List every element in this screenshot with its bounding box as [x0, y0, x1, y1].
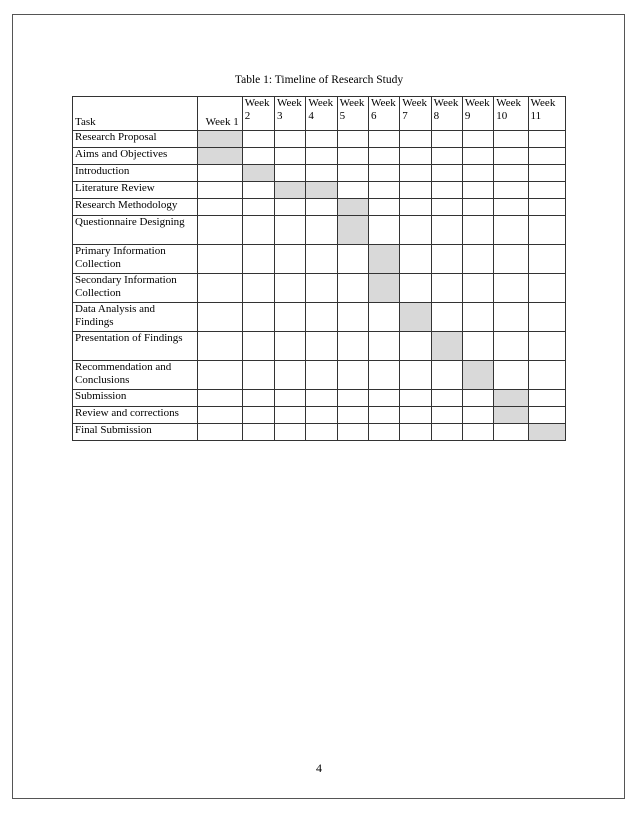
week-6-cell: [368, 148, 399, 165]
week-11-cell: [528, 131, 565, 148]
week-1-cell: [198, 424, 242, 441]
week-2-cell: [242, 424, 274, 441]
week-1-cell: [198, 361, 242, 390]
task-cell: Questionnaire Designing: [73, 216, 198, 245]
week-6-cell: [368, 182, 399, 199]
week-6-cell: [368, 274, 399, 303]
week-8-cell: [431, 303, 462, 332]
week-6-cell: [368, 216, 399, 245]
week-9-cell: [462, 131, 493, 148]
week-7-cell: [400, 407, 431, 424]
week-3-cell: [275, 148, 306, 165]
week-9-cell: [462, 182, 493, 199]
week-10-cell: [494, 332, 528, 361]
week-11-cell: [528, 274, 565, 303]
week-2-cell: [242, 407, 274, 424]
week-5-cell: [337, 390, 368, 407]
week-11-cell: [528, 390, 565, 407]
table-row: [73, 424, 566, 441]
week-9-cell: [462, 332, 493, 361]
header-week-2: Week 2: [242, 97, 274, 131]
week-11-cell: [528, 182, 565, 199]
week-9-cell: [462, 361, 493, 390]
table-caption: Table 1: Timeline of Research Study: [234, 74, 404, 86]
week-9-cell: [462, 199, 493, 216]
week-4-cell: [306, 303, 337, 332]
week-7-cell: [400, 148, 431, 165]
week-10-cell: [494, 216, 528, 245]
week-9-cell: [462, 165, 493, 182]
week-6-cell: [368, 303, 399, 332]
week-11-cell: [528, 424, 565, 441]
week-8-cell: [431, 165, 462, 182]
week-9-cell: [462, 407, 493, 424]
week-5-cell: [337, 332, 368, 361]
week-3-cell: [275, 332, 306, 361]
header-week-1: Week 1: [198, 97, 242, 131]
week-9-cell: [462, 424, 493, 441]
table-row: [73, 165, 566, 182]
week-10-cell: [494, 245, 528, 274]
week-1-cell: [198, 182, 242, 199]
header-week-6: Week 6: [368, 97, 399, 131]
week-1-cell: [198, 148, 242, 165]
week-7-cell: [400, 245, 431, 274]
week-4-cell: [306, 424, 337, 441]
task-cell: Literature Review: [73, 182, 198, 199]
week-3-cell: [275, 216, 306, 245]
table-row: [73, 216, 566, 245]
header-week-5: Week 5: [337, 97, 368, 131]
week-4-cell: [306, 199, 337, 216]
week-9-cell: [462, 274, 493, 303]
week-3-cell: [275, 131, 306, 148]
week-7-cell: [400, 303, 431, 332]
week-2-cell: [242, 131, 274, 148]
week-8-cell: [431, 274, 462, 303]
week-3-cell: [275, 245, 306, 274]
week-1-cell: [198, 245, 242, 274]
week-8-cell: [431, 332, 462, 361]
header-week-8: Week 8: [431, 97, 462, 131]
week-6-cell: [368, 424, 399, 441]
week-7-cell: [400, 274, 431, 303]
week-9-cell: [462, 390, 493, 407]
week-5-cell: [337, 424, 368, 441]
week-4-cell: [306, 165, 337, 182]
task-cell: Final Submission: [73, 424, 198, 441]
table-row: [73, 332, 566, 361]
week-10-cell: [494, 148, 528, 165]
week-1-cell: [198, 216, 242, 245]
week-7-cell: [400, 361, 431, 390]
week-5-cell: [337, 182, 368, 199]
task-cell: Research Proposal: [73, 131, 198, 148]
week-6-cell: [368, 390, 399, 407]
week-9-cell: [462, 216, 493, 245]
week-8-cell: [431, 148, 462, 165]
header-week-3: Week 3: [275, 97, 306, 131]
week-6-cell: [368, 199, 399, 216]
week-7-cell: [400, 332, 431, 361]
week-8-cell: [431, 407, 462, 424]
week-8-cell: [431, 361, 462, 390]
week-6-cell: [368, 131, 399, 148]
table-row: [73, 361, 566, 390]
week-7-cell: [400, 165, 431, 182]
week-11-cell: [528, 216, 565, 245]
week-10-cell: [494, 361, 528, 390]
week-3-cell: [275, 199, 306, 216]
week-1-cell: [198, 407, 242, 424]
week-5-cell: [337, 245, 368, 274]
week-2-cell: [242, 390, 274, 407]
week-3-cell: [275, 361, 306, 390]
week-7-cell: [400, 131, 431, 148]
week-3-cell: [275, 274, 306, 303]
week-10-cell: [494, 407, 528, 424]
task-cell: Data Analysis and Findings: [73, 303, 198, 332]
week-4-cell: [306, 332, 337, 361]
week-5-cell: [337, 303, 368, 332]
week-5-cell: [337, 407, 368, 424]
week-6-cell: [368, 165, 399, 182]
week-2-cell: [242, 274, 274, 303]
week-2-cell: [242, 332, 274, 361]
table-row: [73, 274, 566, 303]
week-1-cell: [198, 165, 242, 182]
header-week-9: Week 9: [462, 97, 493, 131]
week-2-cell: [242, 361, 274, 390]
week-4-cell: [306, 148, 337, 165]
week-8-cell: [431, 182, 462, 199]
task-cell: Aims and Objectives: [73, 148, 198, 165]
week-2-cell: [242, 182, 274, 199]
task-cell: Submission: [73, 390, 198, 407]
week-10-cell: [494, 182, 528, 199]
week-6-cell: [368, 245, 399, 274]
week-8-cell: [431, 424, 462, 441]
week-2-cell: [242, 216, 274, 245]
header-week-10: Week 10: [494, 97, 528, 131]
week-5-cell: [337, 148, 368, 165]
week-1-cell: [198, 332, 242, 361]
table-row: [73, 199, 566, 216]
week-1-cell: [198, 131, 242, 148]
week-11-cell: [528, 303, 565, 332]
week-11-cell: [528, 245, 565, 274]
week-2-cell: [242, 199, 274, 216]
week-2-cell: [242, 165, 274, 182]
week-2-cell: [242, 303, 274, 332]
table-row: [73, 407, 566, 424]
task-cell: Research Methodology: [73, 199, 198, 216]
week-9-cell: [462, 148, 493, 165]
task-cell: Introduction: [73, 165, 198, 182]
week-3-cell: [275, 165, 306, 182]
week-5-cell: [337, 165, 368, 182]
week-8-cell: [431, 216, 462, 245]
week-8-cell: [431, 131, 462, 148]
week-5-cell: [337, 361, 368, 390]
week-10-cell: [494, 390, 528, 407]
header-week-7: Week 7: [400, 97, 431, 131]
week-11-cell: [528, 148, 565, 165]
week-3-cell: [275, 390, 306, 407]
table-row: [73, 390, 566, 407]
task-cell: Primary Information Collection: [73, 245, 198, 274]
week-7-cell: [400, 424, 431, 441]
week-2-cell: [242, 148, 274, 165]
week-9-cell: [462, 245, 493, 274]
task-cell: Review and corrections: [73, 407, 198, 424]
week-3-cell: [275, 303, 306, 332]
header-week-11: Week 11: [528, 97, 565, 131]
week-11-cell: [528, 165, 565, 182]
week-6-cell: [368, 407, 399, 424]
table-row: [73, 131, 566, 148]
week-1-cell: [198, 199, 242, 216]
week-10-cell: [494, 424, 528, 441]
week-9-cell: [462, 303, 493, 332]
week-10-cell: [494, 165, 528, 182]
week-5-cell: [337, 216, 368, 245]
week-4-cell: [306, 361, 337, 390]
week-4-cell: [306, 245, 337, 274]
week-11-cell: [528, 407, 565, 424]
week-10-cell: [494, 274, 528, 303]
week-3-cell: [275, 182, 306, 199]
week-7-cell: [400, 182, 431, 199]
week-8-cell: [431, 199, 462, 216]
week-4-cell: [306, 407, 337, 424]
week-7-cell: [400, 390, 431, 407]
week-11-cell: [528, 199, 565, 216]
week-10-cell: [494, 199, 528, 216]
timeline-body: [73, 131, 566, 441]
week-8-cell: [431, 390, 462, 407]
task-cell: Secondary Information Collection: [73, 274, 198, 303]
week-4-cell: [306, 390, 337, 407]
week-4-cell: [306, 274, 337, 303]
week-3-cell: [275, 407, 306, 424]
timeline-table: [72, 96, 566, 441]
week-11-cell: [528, 361, 565, 390]
task-cell: Presentation of Findings: [73, 332, 198, 361]
week-8-cell: [431, 245, 462, 274]
week-10-cell: [494, 131, 528, 148]
week-1-cell: [198, 390, 242, 407]
table-row: [73, 148, 566, 165]
week-6-cell: [368, 332, 399, 361]
week-4-cell: [306, 131, 337, 148]
week-4-cell: [306, 216, 337, 245]
week-5-cell: [337, 199, 368, 216]
week-2-cell: [242, 245, 274, 274]
week-10-cell: [494, 303, 528, 332]
table-row: [73, 182, 566, 199]
week-1-cell: [198, 303, 242, 332]
week-7-cell: [400, 216, 431, 245]
week-11-cell: [528, 332, 565, 361]
table-row: [73, 245, 566, 274]
task-cell: Recommendation and Conclusions: [73, 361, 198, 390]
week-5-cell: [337, 131, 368, 148]
week-3-cell: [275, 424, 306, 441]
week-1-cell: [198, 274, 242, 303]
week-7-cell: [400, 199, 431, 216]
header-row: [73, 97, 566, 131]
header-task: Task: [73, 97, 198, 131]
table-row: [73, 303, 566, 332]
week-4-cell: [306, 182, 337, 199]
week-6-cell: [368, 361, 399, 390]
page-number: 4: [316, 761, 322, 775]
week-5-cell: [337, 274, 368, 303]
header-week-4: Week 4: [306, 97, 337, 131]
